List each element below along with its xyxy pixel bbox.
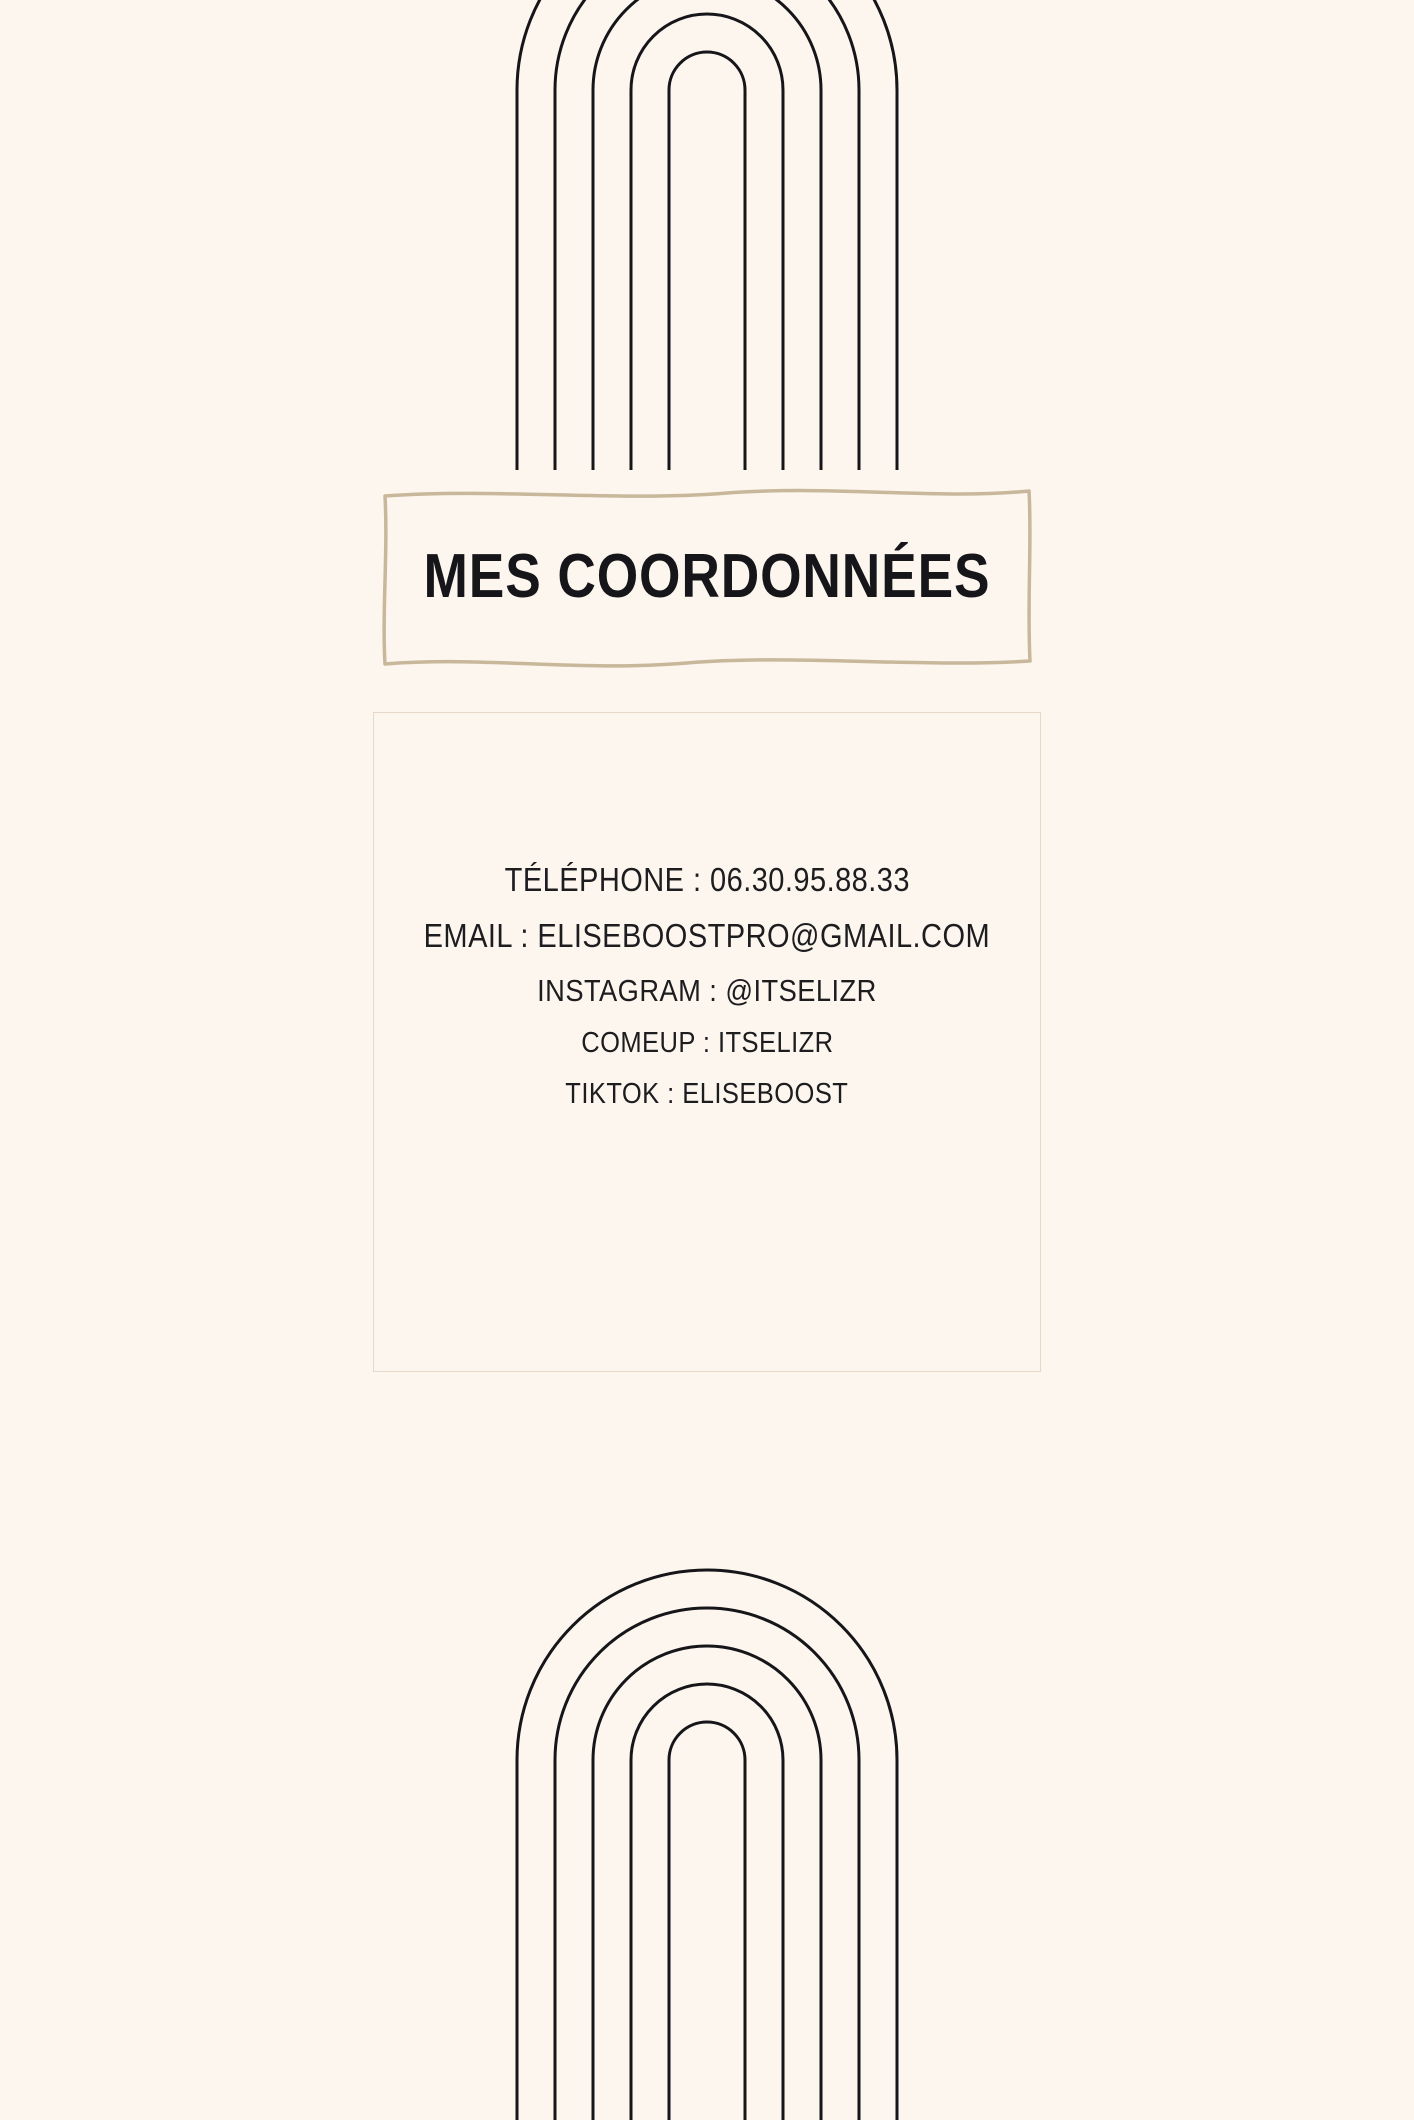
title-banner	[377, 482, 1037, 670]
contact-details-box	[373, 712, 1041, 1372]
contact-list	[374, 861, 1040, 1111]
contact-line-instagram: INSTAGRAM : @ITSELIZR	[537, 973, 877, 1008]
page-title: MES COORDONNÉES	[423, 541, 991, 611]
contact-line-phone: TÉLÉPHONE : 06.30.95.88.33	[504, 861, 910, 898]
arch-lines-icon-bottom	[487, 1560, 927, 2120]
contact-line-email: EMAIL : ELISEBOOSTPRO@GMAIL.COM	[423, 917, 991, 954]
contact-line-comeup: COMEUP : ITSELIZR	[580, 1027, 834, 1059]
contact-line-tiktok: TIKTOK : ELISEBOOST	[565, 1078, 849, 1110]
arch-lines-icon	[487, 0, 927, 470]
